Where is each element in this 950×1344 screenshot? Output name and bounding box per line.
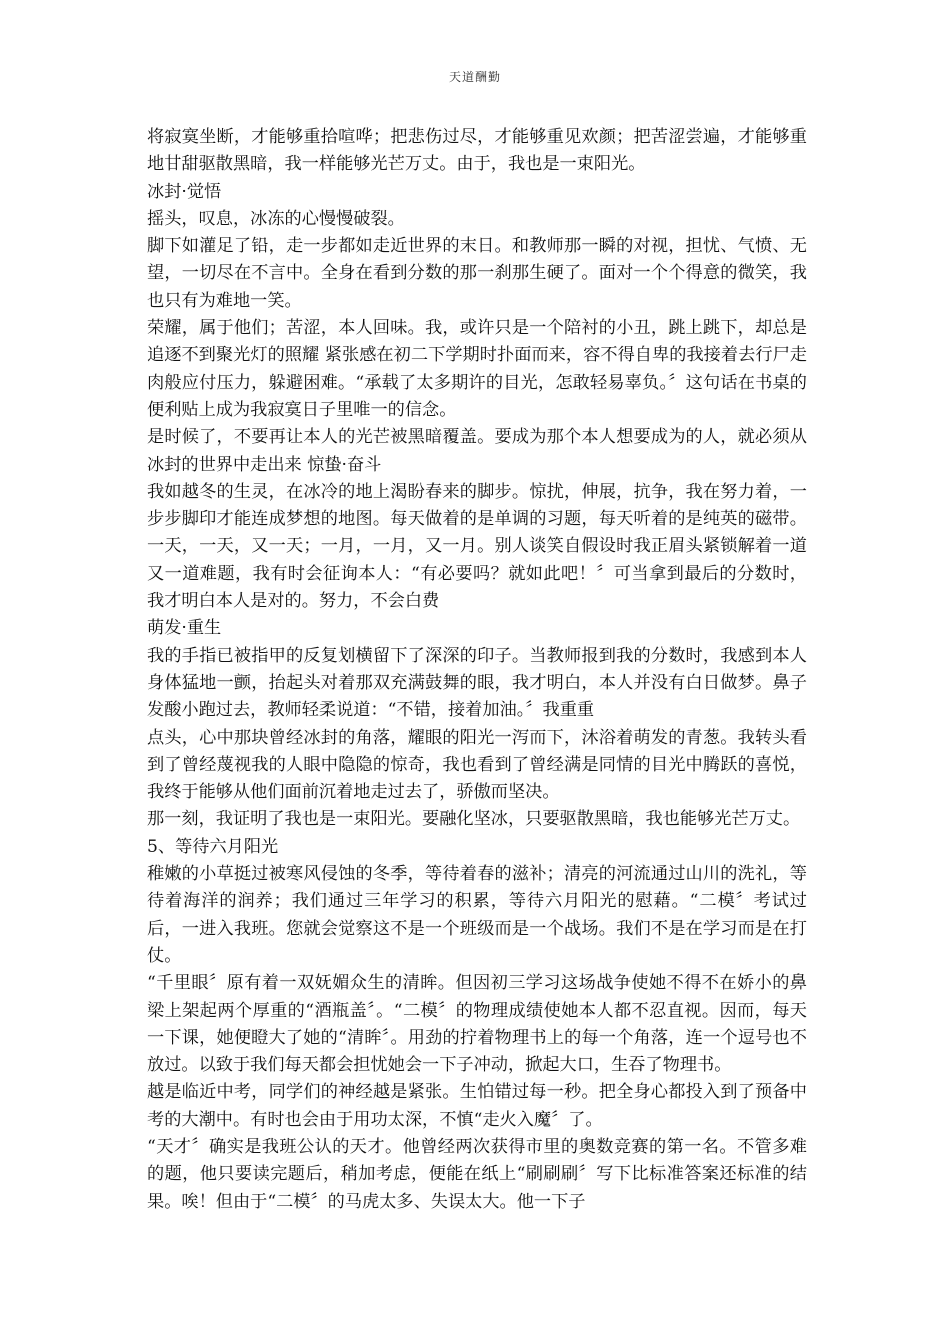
paragraph: 脚下如灌足了铅，走一步都如走近世界的末日。和教师那一瞬的对视，担忧、气愤、无望，一切尽在不言中。全身在看到分数的那一刹那生硬了。面对一个个得意的微笑，我也只有为难地一笑。: [147, 236, 807, 311]
paragraph: 点头，心中那块曾经冰封的角落，耀眼的阳光一泻而下，沐浴着萌发的青葱。我转头看到了曾经蔑视我的人眼中隐隐的惊奇，我也看到了曾经满是同情的目光中腾跃的喜悦，我终于能够从他们面前沉着地走过去了，骄傲而坚决。: [147, 727, 807, 803]
section-heading: 5、等待六月阳光: [147, 836, 279, 857]
paragraph: 我如越冬的生灵，在冰冷的地上渴盼春来的脚步。惊扰，伸展，抗争，我在努力着，一步步脚印才能连成梦想的地图。每天做着的是单调的习题，每天听着的是纯英的磁带。一天，一天，又一天；一月，一月，又一月。别人谈笑自假设时我正眉头紧锁解着一道又一道难题，我有时会征询本人：“有必要吗？就如此吧！〞可当拿到最后的分数时，我才明白本人是对的。努力，不会白费: [147, 481, 807, 612]
paragraph: 将寂寞坐断，才能够重拾喧哗；把悲伤过尽，才能够重见欢颜；把苦涩尝遍，才能够重地甘甜驱散黑暗，我一样能够光芒万丈。由于，我也是一束阳光。: [147, 127, 807, 175]
paragraph: 我的手指已被指甲的反复划横留下了深深的印子。当教师报到我的分数时，我感到本人身体猛地一颤，抬起头对着那双充满鼓舞的眼，我才明白，本人并没有白日做梦。鼻子发酸小跑过去，教师轻柔说道：“不错，接着加油。〞我重重: [147, 645, 807, 721]
paragraph: 荣耀，属于他们；苦涩，本人回味。我，或许只是一个陪衬的小丑，跳上跳下，却总是追逐不到聚光灯的照耀 紧张感在初二下学期时扑面而来，容不得自卑的我接着去行尸走肉般应付压力，躲避困难。“承载了太多期许的目光，怎敢轻易辜负。〞这句话在书桌的便利贴上成为我寂寞日子里唯一的信念。: [147, 318, 807, 420]
paragraph: “千里眼〞原有着一双妩媚众生的清眸。但因初三学习这场战争使她不得不在娇小的鼻梁上架起两个厚重的“酒瓶盖〞。“二模〞的物理成绩使她本人都不忍直视。因而，每天一下课，她便瞪大了她的“清眸〞。用劲的拧着物理书上的每一个角落，连一个逗号也不放过。以致于我们每天都会担忧她会一下子冲动，掀起大口，生吞了物理书。: [147, 973, 807, 1076]
section-heading: 冰封·觉悟: [147, 181, 222, 202]
section-heading: 萌发·重生: [147, 618, 222, 639]
document-body: [147, 124, 807, 1216]
page-header: 天道酬勤: [448, 70, 501, 84]
paragraph: 稚嫩的小草挺过被寒风侵蚀的冬季，等待着春的滋补；清亮的河流通过山川的洗礼，等待着海洋的润养；我们通过三年学习的积累，等待六月阳光的慰藉。“二模〞考试过后，一进入我班。您就会觉察这不是一个班级而是一个战场。我们不是在学习而是在打仗。: [147, 864, 807, 966]
paragraph: “天才〞确实是我班公认的天才。他曾经两次获得市里的奥数竞赛的第一名。不管多难的题，他只要读完题后，稍加考虑，便能在纸上“刷刷刷〞写下比标准答案还标准的结果。唉！但由于“二模〞的马虎太多、失误太大。他一下子: [147, 1136, 807, 1212]
paragraph: 是时候了，不要再让本人的光芒被黑暗覆盖。要成为那个本人想要成为的人，就必须从冰封的世界中走出来 惊蛰·奋斗: [147, 427, 807, 475]
paragraph: 那一刻，我证明了我也是一束阳光。要融化坚冰，只要驱散黑暗，我也能够光芒万丈。: [147, 809, 801, 830]
paragraph: 摇头，叹息，冰冻的心慢慢破裂。: [147, 208, 405, 229]
paragraph: 越是临近中考，同学们的神经越是紧张。生怕错过每一秒。把全身心都投入到了预备中考的大潮中。有时也会由于用功太深，不慎“走火入魔〞了。: [147, 1082, 807, 1130]
